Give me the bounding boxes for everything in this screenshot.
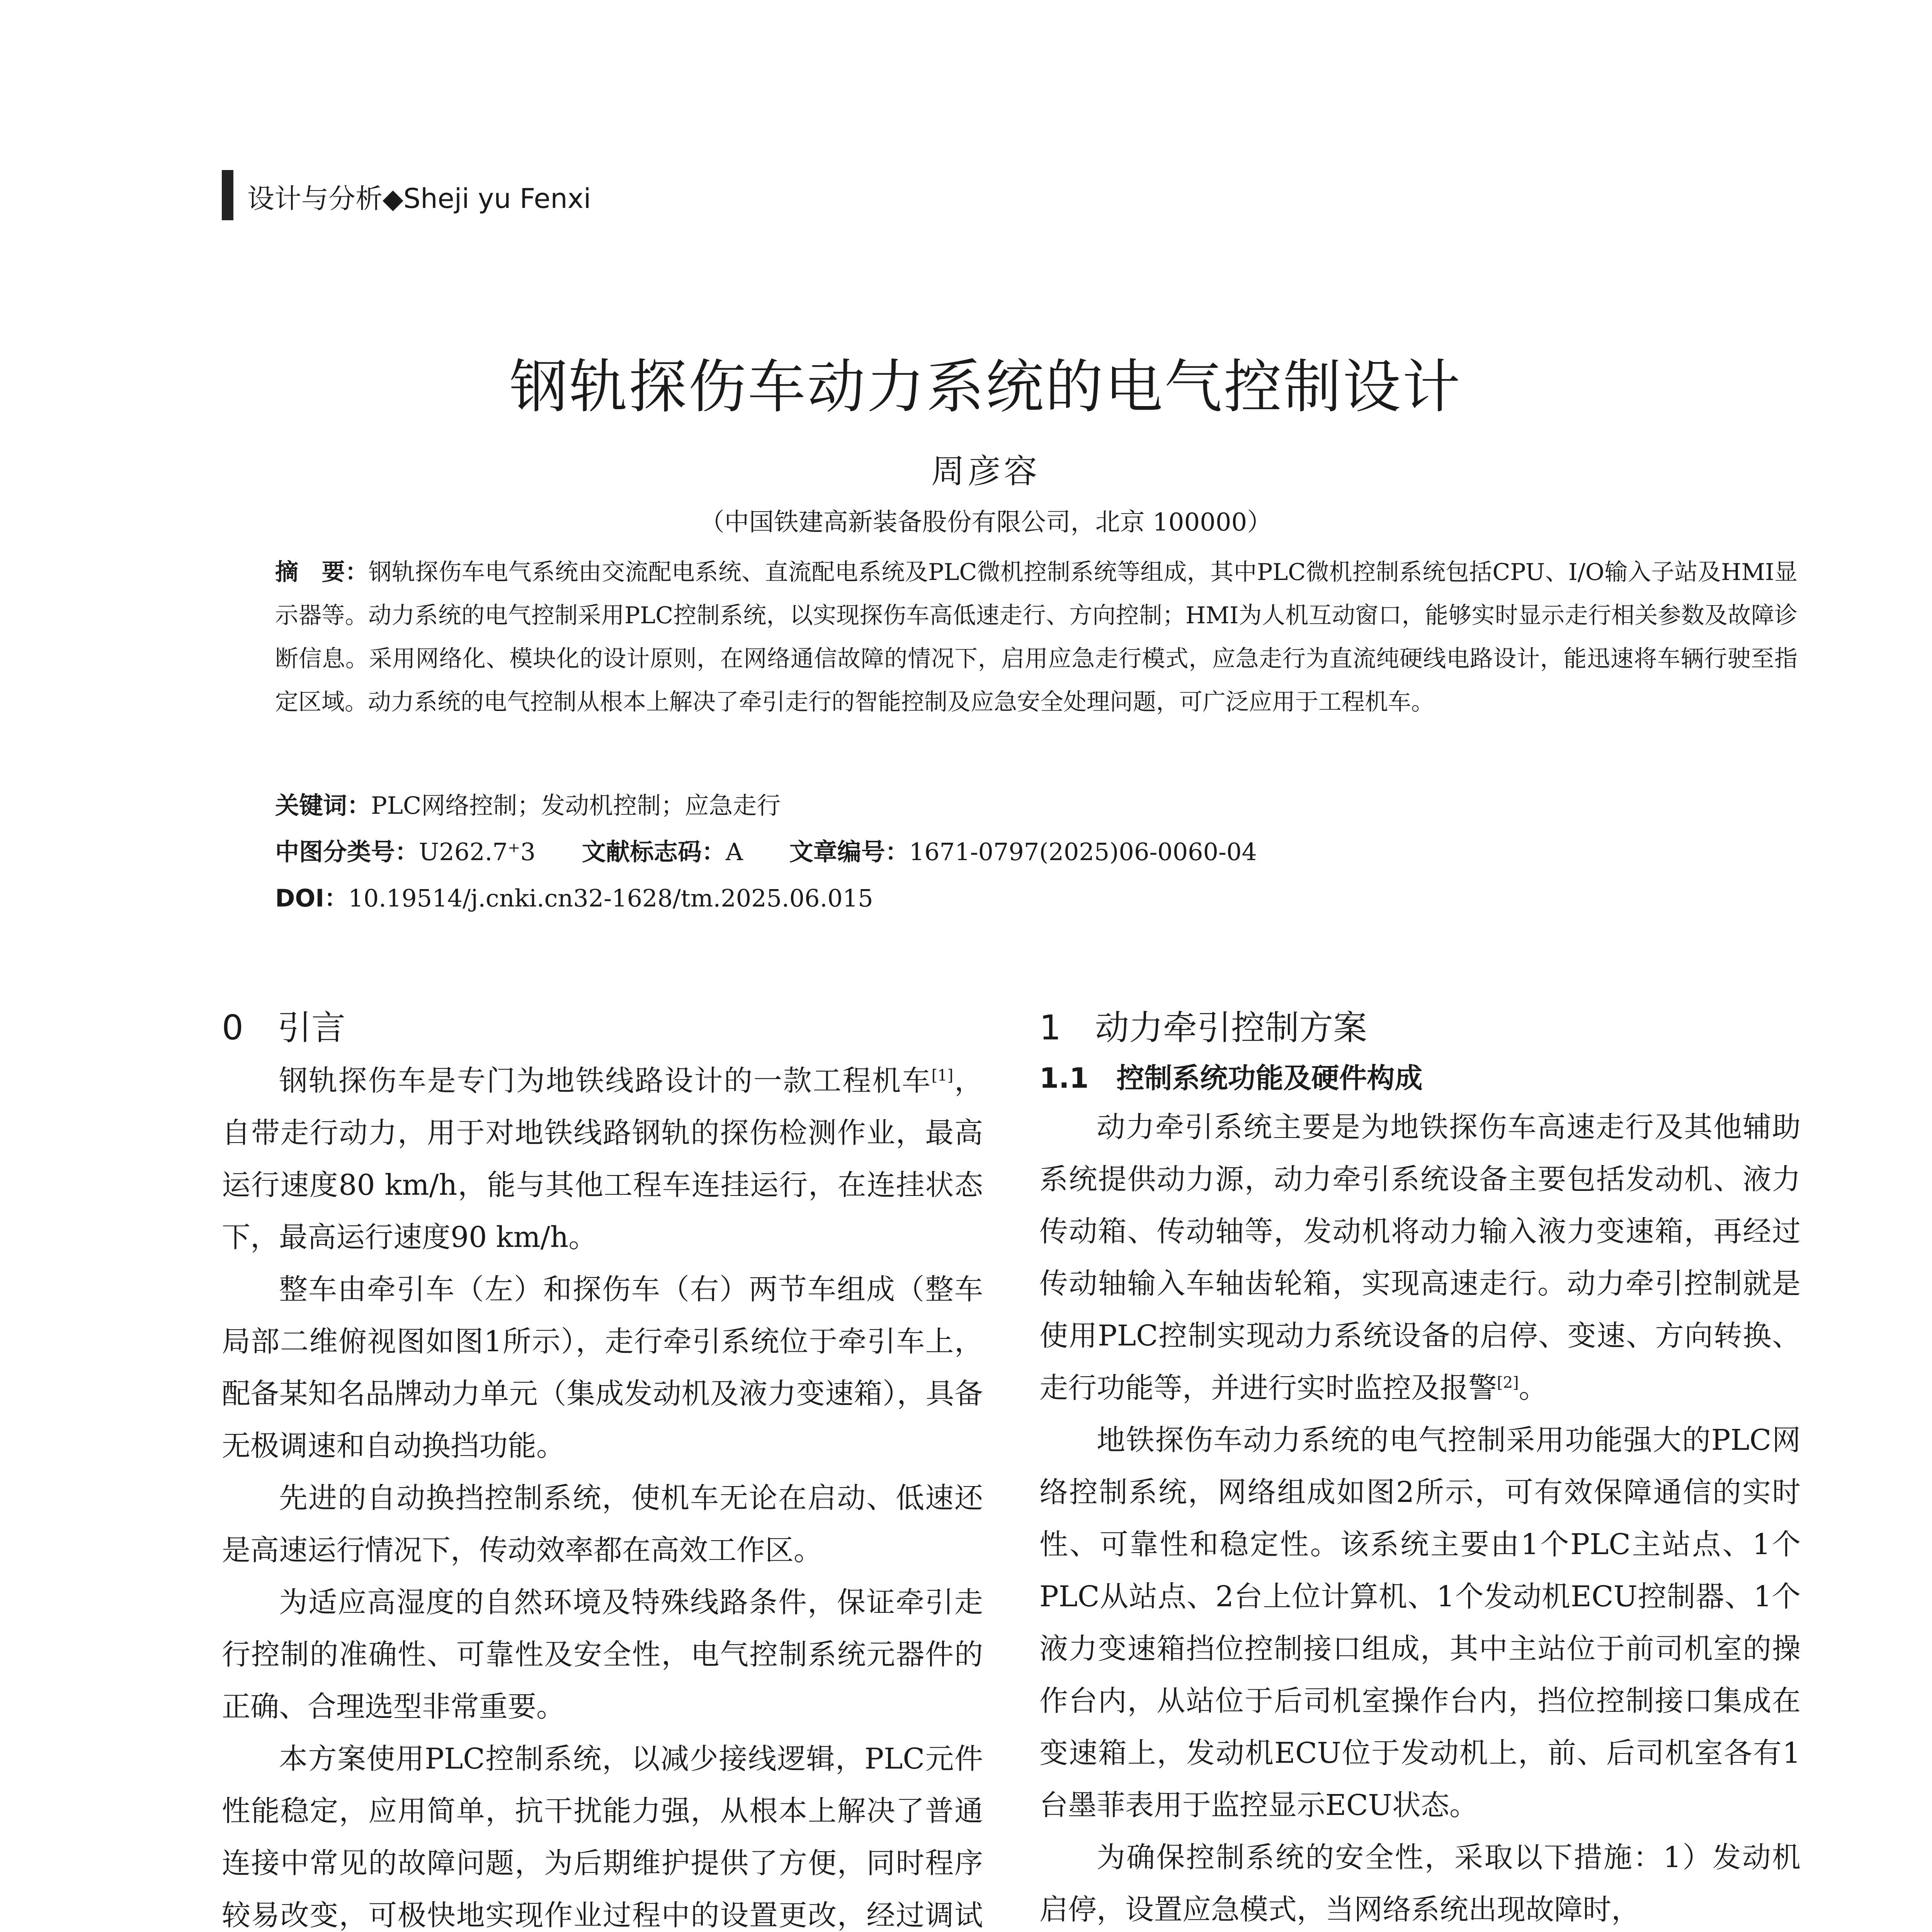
- intro-paragraph-3: 先进的自动换挡控制系统，使机车无论在启动、低速还是高速运行情况下，传动效率都在高效工作区。: [222, 1481, 983, 1567]
- doi-label: DOI：: [275, 884, 349, 912]
- intro-p1-text-a: 钢轨探伤车是专门为地铁线路设计的一款工程机车: [279, 1064, 932, 1097]
- article-title: 钢轨探伤车动力系统的电气控制设计: [509, 354, 1462, 421]
- doi-value: 10.19514/j.cnki.cn32-1628/tm.2025.06.015: [348, 884, 873, 912]
- clc-value: U262.7⁺3: [419, 838, 536, 866]
- s1-p1-text-a: 动力牵引系统主要是为地铁探伤车高速走行及其他辅助系统提供动力源，动力牵引系统设备主要包括发动机、液力传动箱、传动轴等，发动机将动力输入液力变速箱，再经过传动轴输入车轴齿轮箱，实现高速走行。动力牵引控制就是使用PLC控制实现动力系统设备的启停、变速、方向转换、走行功能等，并进行实时监控及报警: [1039, 1111, 1801, 1405]
- doc-code-value: A: [725, 838, 743, 866]
- intro-paragraph-5: 本方案使用PLC控制系统，以减少接线逻辑，PLC元件性能稳定，应用简单，抗干扰能力强，从根本上解决了普通连接中常见的故障问题，为后期维护提供了方便，同时程序较易改变，可极快地实现作业过程中的设置更改，经过调试: [222, 1742, 983, 1932]
- keywords-label: 关键词：: [275, 791, 371, 820]
- intro-paragraph-4: 为适应高湿度的自然环境及特殊线路条件，保证牵引走行控制的准确性、可靠性及安全性，电气控制系统元器件的正确、合理选型非常重要。: [222, 1586, 983, 1723]
- section-1-1-heading: 1.1 控制系统功能及硬件构成: [1039, 1062, 1423, 1094]
- keywords-text: PLC网络控制；发动机控制；应急走行: [371, 791, 781, 820]
- author-affiliation: （中国铁建高新装备股份有限公司，北京 100000）: [699, 508, 1272, 537]
- section1-paragraph-2: 地铁探伤车动力系统的电气控制采用功能强大的PLC网络控制系统，网络组成如图2所示，可有效保障通信的实时性、可靠性和稳定性。该系统主要由1个PLC主站点、1个PLC从站点、2台上位计算机、1个发动机ECU控制器、1个液力变速箱挡位控制接口组成，其中主站位于前司机室的操作台内，从站位于后司机室操作台内，挡位控制接口集成在变速箱上，发动机ECU位于发动机上，前、后司机室各有1台墨菲表用于监控显示ECU状态。: [1039, 1423, 1801, 1822]
- right-column: [1039, 1001, 1801, 1932]
- keywords-line: [275, 786, 781, 821]
- article-author: 周彦容: [931, 452, 1040, 491]
- section-1-heading: 1 动力牵引控制方案: [1039, 1008, 1367, 1048]
- classification-line: [275, 833, 1257, 867]
- citation-2[interactable]: [2]: [1497, 1374, 1519, 1392]
- doc-code-label: 文献标志码：: [582, 838, 726, 866]
- doi-line: [275, 879, 873, 913]
- section1-paragraph-3: 为确保控制系统的安全性，采取以下措施：1）发动机启停，设置应急模式，当网络系统出现故障时，: [1039, 1841, 1801, 1926]
- intro-paragraph-2: 整车由牵引车（左）和探伤车（右）两节车组成（整车局部二维俯视图如图1所示），走行牵引系统位于牵引车上，配备某知名品牌动力单元（集成发动机及液力变速箱），具备无极调速和自动换挡功能。: [222, 1273, 983, 1463]
- abstract-text: 钢轨探伤车电气系统由交流配电系统、直流配电系统及PLC微机控制系统等组成，其中PLC微机控制系统包括CPU、I/O输入子站及HMI显示器等。动力系统的电气控制采用PLC控制系统，以实现探伤车高低速走行、方向控制；HMI为人机互动窗口，能够实时显示走行相关参数及故障诊断信息。采用网络化、模块化的设计原则，在网络通信故障的情况下，启用应急走行模式，应急走行为直流纯硬线电路设计，能迅速将车辆行驶至指定区域。动力系统的电气控制从根本上解决了牵引走行的智能控制及应急安全处理问题，可广泛应用于工程机车。: [275, 559, 1798, 716]
- section1-paragraph-1: [1039, 1101, 1801, 1414]
- clc-label: 中图分类号：: [275, 838, 419, 866]
- article-number-label: 文章编号：: [789, 838, 909, 866]
- section-marker-bar: [222, 170, 233, 220]
- s1-p1-text-b: 。: [1519, 1371, 1548, 1405]
- section-0-heading: 0 引言: [222, 1008, 345, 1048]
- abstract-label: 摘 要：: [275, 559, 369, 586]
- running-header: 设计与分析◆Sheji yu Fenxi: [247, 183, 591, 214]
- abstract: [275, 551, 1798, 724]
- intro-paragraph-1: [222, 1055, 983, 1264]
- left-column: [222, 1001, 983, 1932]
- intro-p1-text-b: ，自带走行动力，用于对地铁线路钢轨的探伤检测作业，最高运行速度80 km/h，能与其他工程车连挂运行，在连挂状态下，最高运行速度90 km/h。: [222, 1064, 983, 1254]
- citation-1[interactable]: [1]: [931, 1066, 954, 1085]
- article-number-value: 1671-0797(2025)06-0060-04: [909, 838, 1257, 866]
